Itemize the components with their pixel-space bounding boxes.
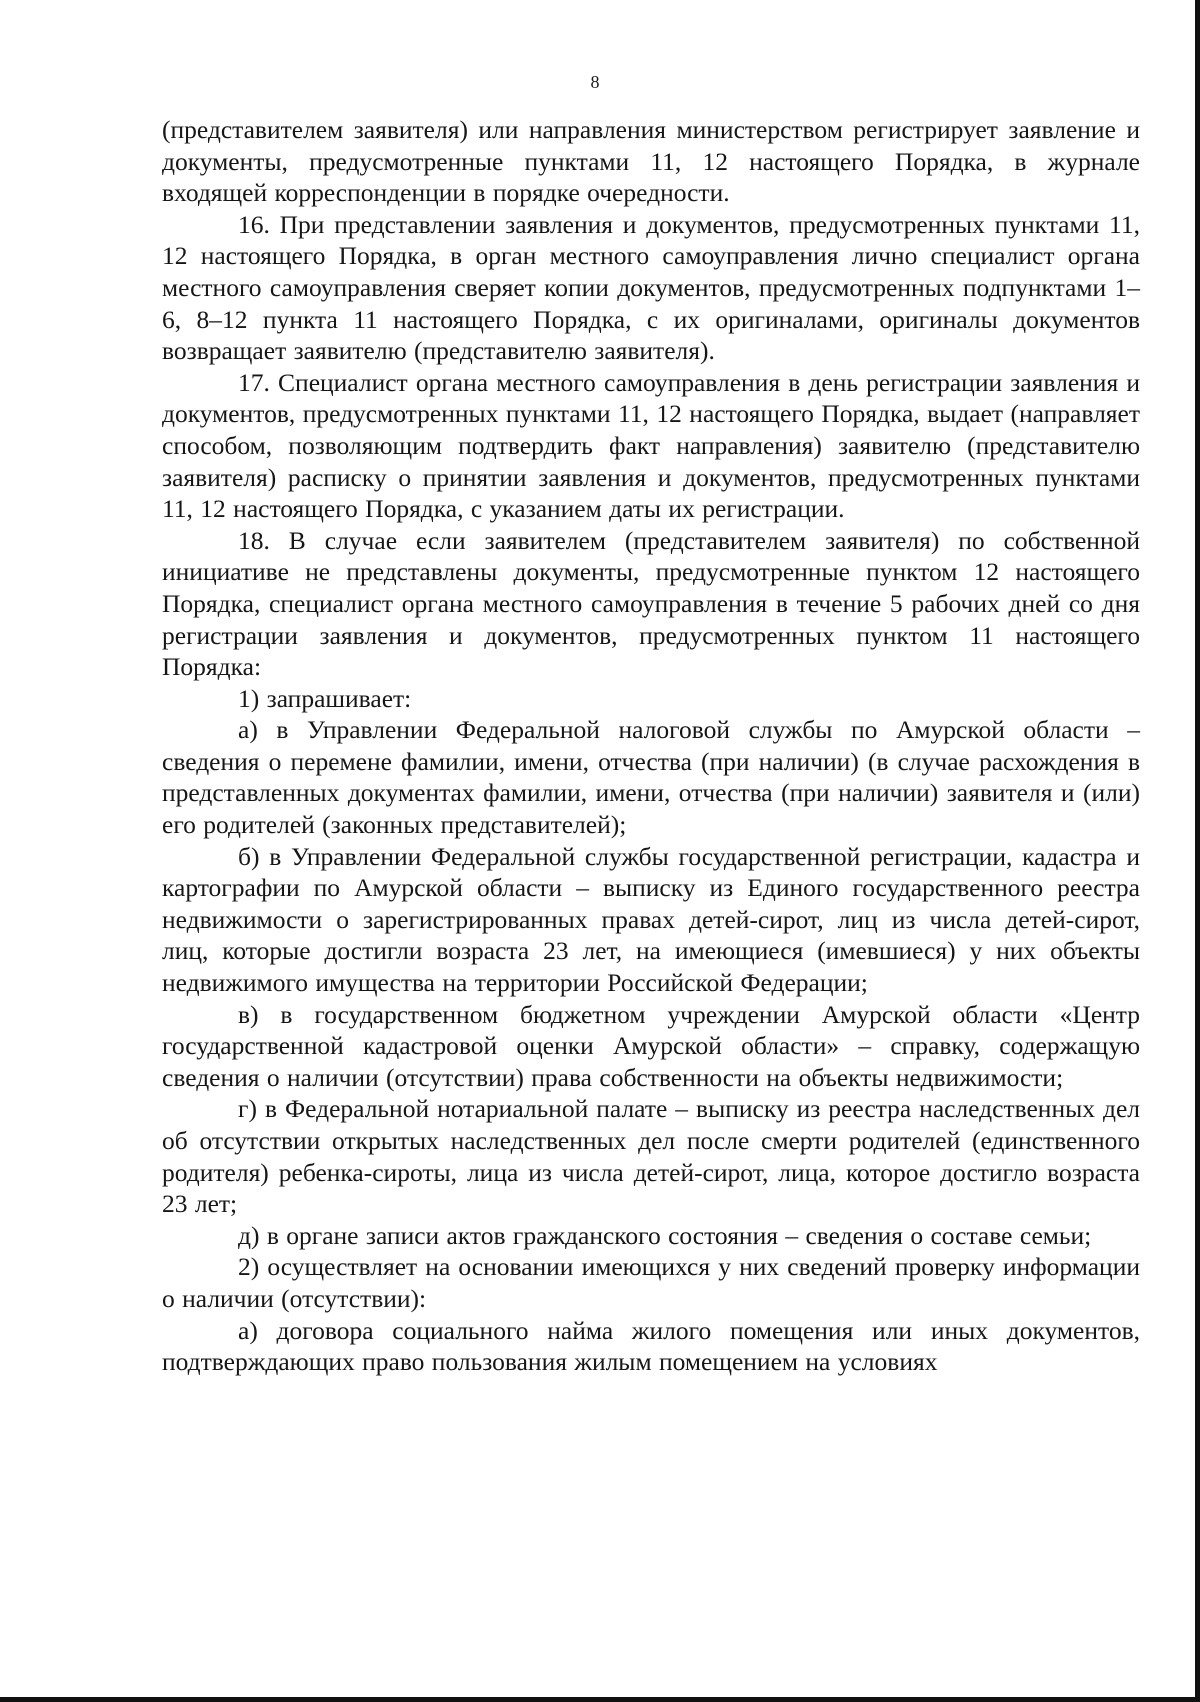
paragraph-16: 16. При представлении заявления и документов, предусмотренных пунктами 11, 12 настоящего Порядка, в орган местного самоуправления лично специалист органа местного самоуправления сверяет копии документов, предусмотренных подпунктами 1–6, 8–12 пункта 11 настоящего Порядка, с их оригиналами, оригиналы документов возвращает заявителю (представителю заявителя). [162,209,1140,366]
item-a-tax-service: а) в Управлении Федеральной налоговой службы по Амурской области – сведения о перемене фамилии, имени, отчества (при наличии) (в случае расхождения в представленных документах фамилии, имени, отчества (при наличии) заявителя и (или) его родителей (законных представителей); [162,715,1140,840]
item-d-civil-registry: д) в органе записи актов гражданского состояния – сведения о составе семьи; [238,1220,1092,1250]
item-b-registration-service: б) в Управлении Федеральной службы государственной регистрации, кадастра и картографии по Амурской области – выписку из Единого государственного реестра недвижимости о зарегистрированных правах детей-сирот, лиц из числа детей-сирот, лиц, которые достигли возраста 23 лет, на имеющиеся (имевшиеся) у них объекты недвижимого имущества на территории Российской Федерации; [162,841,1140,998]
paragraph-17: 17. Специалист органа местного самоуправления в день регистрации заявления и документов, предусмотренных пунктами 11, 12 настоящего Порядка, выдает (направляет способом, позволяющим подтвердить факт направления) заявителю (представителю заявителя) расписку о принятии заявления и документов, предусмотренных пунктами 11, 12 настоящего Порядка, с указанием даты их регистрации. [162,367,1140,524]
subparagraph-1: 1) запрашивает: [238,683,412,713]
item-a-social-lease: а) договора социального найма жилого помещения или иных документов, подтверждающих право пользования жилым помещением на условиях [162,1315,1140,1377]
scan-border-right [1195,0,1200,1702]
item-v-cadastral-center: в) в государственном бюджетном учреждении Амурской области «Центр государственной кадастровой оценки Амурской области» – справку, содержащую сведения о наличии (отсутствии) права собственности на объекты недвижимости; [162,999,1140,1092]
subparagraph-2: 2) осуществляет на основании имеющихся у них сведений проверку информации о наличии (отсутствии): [162,1252,1140,1313]
page-number: 8 [590,72,600,92]
paragraph-18: 18. В случае если заявителем (представителем заявителя) по собственной инициативе не представлены документы, предусмотренные пунктом 12 настоящего Порядка, специалист органа местного самоуправления в течение 5 рабочих дней со дня регистрации заявления и документов, предусмотренных пунктом 11 настоящего Порядка: [162,525,1140,682]
paragraph-continuation: (представителем заявителя) или направления министерством регистрирует заявление и документы, предусмотренные пунктами 11, 12 настоящего Порядка, в журнале входящей корреспонденции в порядке очередности. [162,115,1140,208]
item-g-notary-chamber: г) в Федеральной нотариальной палате – выписку из реестра наследственных дел об отсутствии открытых наследственных дел после смерти родителей (единственного родителя) ребенка-сироты, лица из числа детей-сирот, лица, которое достигло возраста 23 лет; [162,1094,1140,1219]
scan-border-bottom [0,1697,1200,1702]
document-body [162,114,1140,1378]
